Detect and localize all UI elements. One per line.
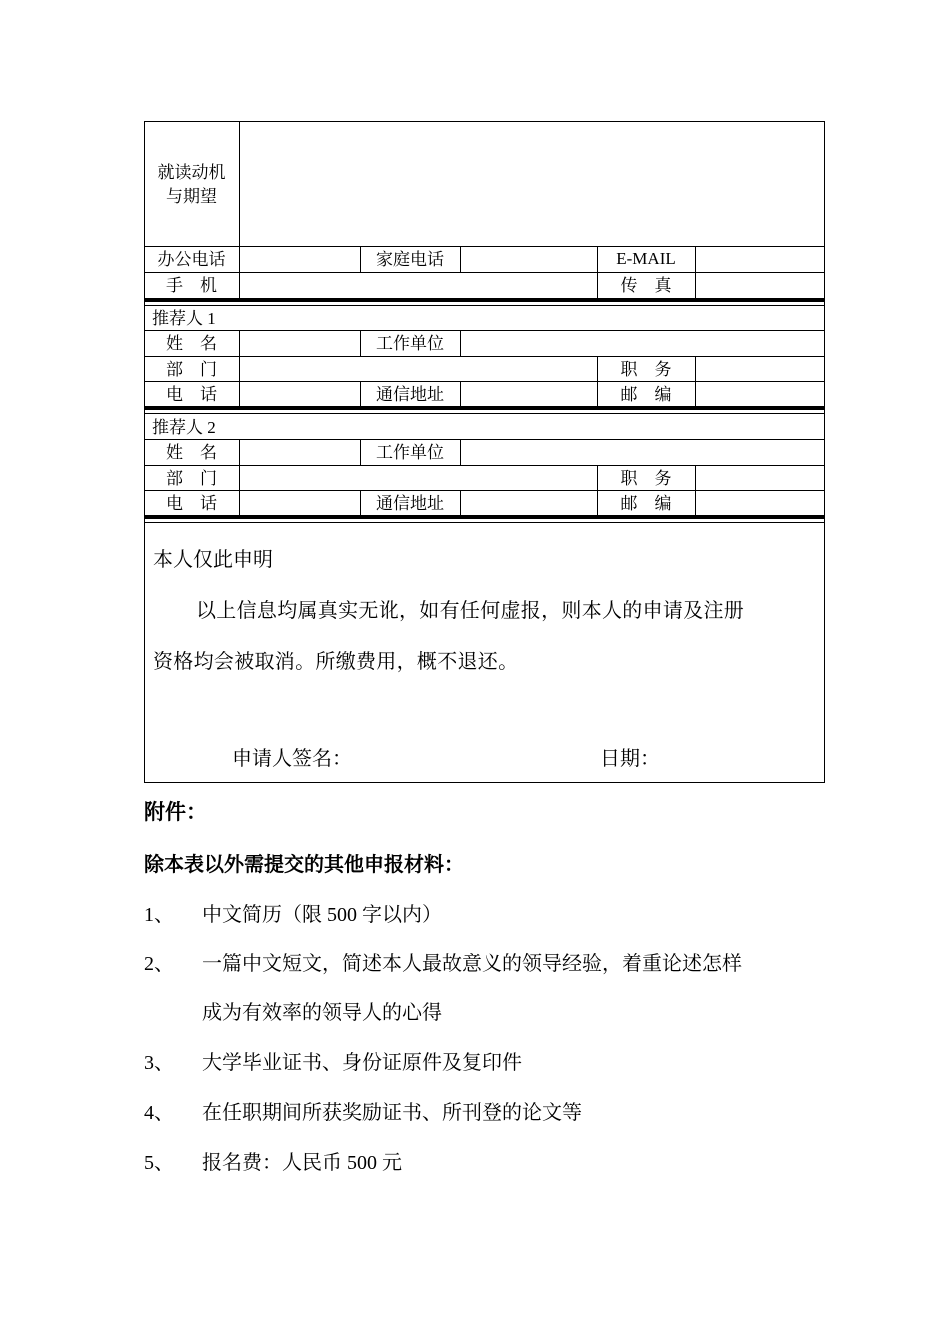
ref2-postcode-label: 邮 编 [620,494,672,513]
attachment-number: 1、 [144,904,174,926]
row-divider [144,413,825,414]
attachments-subtitle: 除本表以外需提交的其他申报材料： [144,854,464,876]
declaration-body-line-1: 以上信息均属真实无讹，如有任何虚报，则本人的申请及注册 [196,600,745,622]
mobile-input[interactable] [240,273,597,298]
attachment-item: 大学毕业证书、身份证原件及复印件 [202,1052,522,1074]
ref1-department-label: 部 门 [166,360,217,379]
attachment-item: 一篇中文短文，简述本人最故意义的领导经验，着重论述怎样 [202,953,742,975]
attachment-item: 在任职期间所获奖励证书、所刊登的论文等 [202,1102,582,1124]
referee-2-title: 推荐人 2 [152,418,216,437]
date-label: 日期： [600,748,660,770]
ref1-department-input[interactable] [240,357,597,381]
ref1-phone-label: 电 话 [166,385,217,404]
ref1-position-input[interactable] [696,357,824,381]
office-phone-label: 办公电话 [157,250,226,269]
row-divider [144,522,825,523]
ref1-position-label: 职 务 [620,360,672,379]
attachment-number: 2、 [144,953,174,975]
ref1-work-unit-input[interactable] [461,331,824,356]
ref2-department-label: 部 门 [166,469,217,488]
ref2-work-unit-input[interactable] [461,440,824,465]
attachment-number: 4、 [144,1102,174,1124]
attachments-title: 附件： [144,800,207,824]
ref1-address-label: 通信地址 [376,385,444,404]
signature-label: 申请人签名： [232,748,352,770]
ref2-position-label: 职 务 [620,469,672,488]
attachment-item-continuation: 成为有效率的领导人的心得 [202,1002,442,1024]
application-form-table [144,121,825,783]
office-phone-input[interactable] [240,247,360,272]
ref1-phone-input[interactable] [240,382,360,406]
ref1-name-input[interactable] [240,331,360,356]
ref2-phone-label: 电 话 [166,494,217,513]
fax-label: 传 真 [620,276,672,295]
section-divider [144,298,825,302]
motivation-label: 就读动机 与期望 [157,163,226,206]
section-divider [144,406,825,410]
row-divider [144,305,825,306]
fax-input[interactable] [696,273,824,298]
ref2-address-label: 通信地址 [376,494,444,513]
ref2-work-unit-label: 工作单位 [376,443,444,462]
referee-1-title: 推荐人 1 [152,309,216,328]
mobile-label: 手 机 [166,276,217,295]
ref2-name-input[interactable] [240,440,360,465]
ref1-work-unit-label: 工作单位 [376,334,444,353]
ref2-department-input[interactable] [240,466,597,490]
ref2-name-label: 姓 名 [166,443,217,462]
attachment-item: 中文简历（限 500 字以内） [202,904,442,926]
declaration-heading: 本人仅此申明 [153,549,273,571]
ref2-position-input[interactable] [696,466,824,490]
signature-field[interactable] [356,739,586,767]
ref2-address-input[interactable] [461,491,597,515]
attachment-number: 5、 [144,1152,174,1174]
email-label: E-MAIL [616,249,676,268]
home-phone-input[interactable] [461,247,597,272]
ref1-name-label: 姓 名 [166,334,217,353]
ref1-postcode-label: 邮 编 [620,385,672,404]
ref1-address-input[interactable] [461,382,597,406]
home-phone-label: 家庭电话 [376,250,444,269]
ref1-postcode-input[interactable] [696,382,824,406]
motivation-input[interactable] [240,122,824,246]
ref2-postcode-input[interactable] [696,491,824,515]
declaration-body-line-2: 资格均会被取消。所缴费用，概不退还。 [153,651,519,673]
ref2-phone-input[interactable] [240,491,360,515]
attachment-item: 报名费：人民币 500 元 [202,1152,402,1174]
attachment-number: 3、 [144,1052,174,1074]
date-field[interactable] [660,739,810,767]
email-input[interactable] [696,247,824,272]
section-divider [144,515,825,519]
